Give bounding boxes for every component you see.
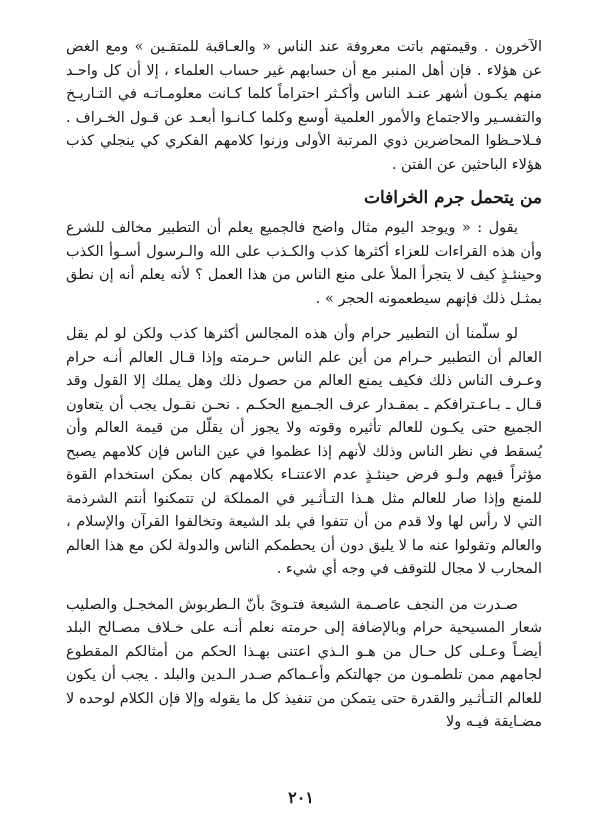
paragraph-quote: يقول : « ويوجد اليوم مثال واضح فالجميع يعلم أن التطبير مخالف للشرع وأن هذه القراءات للعزاء أكثرها كذب والكـذب على الله والـرسول أسـوأ الكذب وحينئـذٍ كيف لا يتجرأ الملأ على منع الناس من هذا العمل ؟ لأنه يعلم أنه إن نطق بمثـل ذلك فإنهم سيطعمونه الحجر » . (66, 220, 542, 307)
page-number: ٢٠١ (288, 788, 314, 807)
section-heading: من يتحمل جرم الخرافات (363, 188, 542, 208)
paragraph-intro: الآخرون . وقيمتهم باتت معروفة عند الناس « والعـاقبة للمتقـين » ومع الغض عن هؤلاء . فإن أهل المنبر مع أن حسابهم غير حساب العلماء ، إلا أن كل واحـد منهم يكـون أشهر عنـد الناس وأكـثر احتراماً كلما كـانت معلومـاتـه في التـاريـخ والتفسـير والاجتماع والأمور العلمية أوسع وكلما كـانـوا أبعـد عن قـول الخـراف . فـلاحـظوا المحاضرين ذوي المرتبة الأولى وزنوا كلامهم الفكري كي ينجلي كذب هؤلاء الباحثين عن الفتن . (66, 39, 542, 173)
page-body (66, 36, 542, 735)
paragraph-response: لو سلّمنا أن التطبير حرام وأن هذه المجالس أكثرها كذب ولكن لو لم يقل العالم أن التطبير حـرام من أين علم الناس حـرمته وإذا قـال العالم أنـه حرام وعـرف الناس ذلك فكيف يمنع العالم من حصول ذلك وهل يملك إلا القول وقد قـال ـ بـاعـترافكم ـ بمقـدار عرف الجـميع الحكـم . نحـن نقـول يجب أن يتعاون الجميع حتى يكـون للعالم تأثيره وقوته ولا يجوز أن يقلّل من قيمة العالم وأن يُسقط في نظر الناس وذلك لأنهم إذا عظموا في عين الناس فإن كلامهم يصبح مؤثراً فيهم ولـو فرض حينئـذٍ عدم الاعتنـاء بكلامهم كان بمكن استخدام القوة للمنع وإذا صار للعالم مثل هـذا التـأثـير في المملكة لن تتمكنوا أنتم الشرذمة التي لا رأس لها ولا قدم من أن تتفوا في بلد الشيعة وتخالفوا القرآن والإسلام ، والعالم وتقولوا عنه ما لا يليق دون أن يحطمكم الناس والدولة لكن مع هذا العالم المحارب لا مجال للتوقف في وجه أي شيء . (66, 326, 542, 577)
paragraph-fatwa: صـدرت من النجف عاصـمة الشيعة فتـوىً بأنّ الـطربوش المخجـل والصليب شعار المسيحية حرام وبالإضافة إلى حرمته نعلم أنـه على خـلاف مصـالح البلد أيضـاً وعـلى كل حـال من هـو الـذي اعتنى بهـذا الحكم من أمثالكم المقطوع لجامهم ممن تلطمـون من جهالتكم وأعـماكم صـدر الـدين والبلد . يجب أن يكون للعالم التـأثـير والقدرة حتى يتمكن من تنفيذ كل ما يقوله وإلا فإن الكلام لوحده لا مضـايقة فيـه ولا (66, 596, 542, 730)
